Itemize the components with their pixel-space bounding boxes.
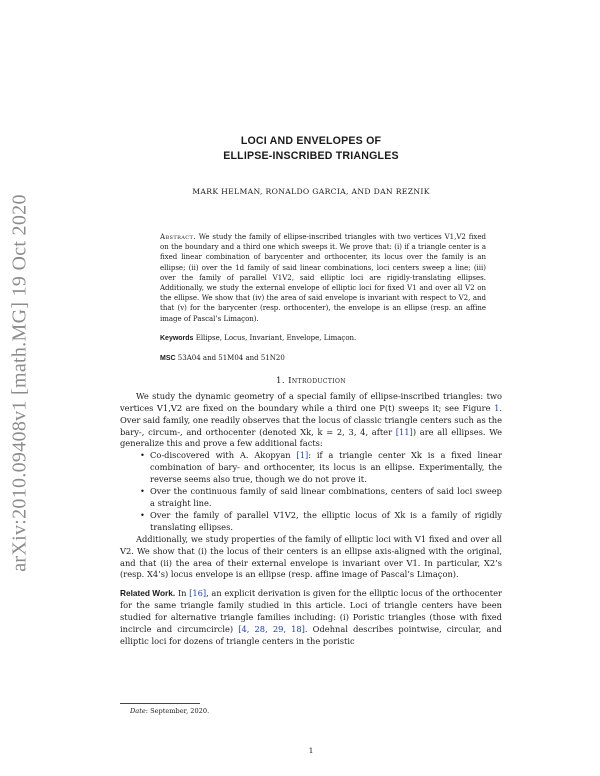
msc: [160, 353, 502, 364]
page-number: 1: [308, 746, 314, 755]
related-text: In: [175, 588, 190, 599]
related-work-label: Related Work.: [120, 588, 176, 599]
paper-page: [120, 134, 502, 648]
list-item: [150, 450, 502, 486]
bullet-text: Co-discovered with A. Akopyan: [150, 450, 297, 461]
keywords-label: Keywords: [160, 334, 194, 342]
list-item: [150, 486, 502, 510]
intro-paragraph-1: [120, 391, 502, 451]
intro-p1-a: We study the dynamic geometry of a special family of ellipse-inscribed triangles: two vertices V1,V2 are fixed on the boundary while a third one P(t) sweeps it; see Figure: [120, 390, 502, 413]
list-item: [150, 510, 502, 534]
abstract-label: Abstract.: [160, 233, 196, 241]
arxiv-stamp: [0, 168, 40, 598]
authors: MARK HELMAN, RONALDO GARCIA, AND DAN REZNIK: [192, 187, 430, 196]
abstract: [160, 232, 486, 324]
title-line-1: LOCI AND ENVELOPES OF: [240, 135, 382, 147]
bullet-text: : if a triangle center Xk is a fixed linear combination of bary- and orthocenter, its locus is an ellipse. Experimentally, the reverse seems also true, though we do not prove it.: [150, 450, 502, 485]
footnote-text: : September, 2020.: [145, 707, 210, 715]
citation-link[interactable]: [4, 28, 29, 18]: [238, 624, 305, 635]
title-line-2: ELLIPSE-INSCRIBED TRIANGLES: [223, 150, 399, 162]
footnote: [120, 707, 502, 715]
citation-link[interactable]: [11]: [395, 426, 413, 437]
citation-link[interactable]: [16]: [189, 588, 207, 599]
abstract-text: We study the family of ellipse-inscribed triangles with two vertices V1,V2 fixed on the boundary and a third one which sweeps it. We prove that: (i) if a triangle center is a fixed linear combination of barycenter and orthocenter, its locus over the family is an ellipse; (ii) over the 1d family of said linear combinations, loci centers sweep a line; (iii) over the family of parallel V1V2, said elliptic loci are rigidly-translating ellipses. Additionally, we study the external envelope of elliptic loci for fixed V1 and over all V2 on the ellipse. We show that (iv) the area of said envelope is invariant with respect to V2, and that (v) for the barycenter (resp. orthocenter), the envelope is an ellipse (resp. an affine image of Pascal’s Limaçon).: [160, 233, 486, 323]
paper-title: [120, 134, 502, 164]
msc-text: 53A04 and 51M04 and 51N20: [177, 353, 285, 362]
facts-list: [120, 450, 502, 533]
arxiv-stamp-text: arXiv:2010.09408v1 [math.MG] 19 Oct 2020: [8, 194, 31, 572]
footnote-label: Date: [130, 707, 146, 715]
bullet-text: Over the continuous family of said linear combinations, centers of said loci sweep a straight line.: [150, 486, 502, 508]
related-work-paragraph: [120, 588, 502, 648]
related-text: , an explicit derivation is given for the elliptic locus of the orthocenter for the same triangle family studied in this article. Loci of triangle centers have been studied for alternative triangle families including: (i) Poristic triangles (those with fixed incircle and circumcircle): [120, 588, 502, 635]
figure-link[interactable]: 1: [494, 402, 500, 413]
related-text: . Odehnal describes pointwise, circular, and elliptic loci for dozens of triangle centers in the poristic: [120, 624, 502, 646]
intro-p1-c: ) are all ellipses. We generalize this and prove a few additional facts:: [120, 426, 503, 449]
footnote-rule: [120, 703, 200, 704]
keywords-text: Ellipse, Locus, Invariant, Envelope, Limaçon.: [195, 333, 357, 342]
intro-paragraph-2: Additionally, we study properties of the family of elliptic loci with V1 fixed and over all V2. We show that (i) the locus of their centers is an ellipse axis-aligned with the original, and that (ii) the area of their external envelope is invariant over V1. In particular, X2’s (resp. X4’s) locus envelope is an ellipse (resp. affine image of Pascal’s Limaçon).: [120, 533, 502, 580]
keywords: [160, 333, 502, 344]
citation-link[interactable]: [1]: [296, 450, 309, 461]
msc-label: MSC: [160, 354, 176, 362]
bullet-text: Over the family of parallel V1V2, the elliptic locus of Xk is a family of rigidly translating ellipses.: [150, 509, 502, 532]
intro-p1-b: . Over said family, one readily observes that the locus of classic triangle centers such as the bary-, circum-, and orthocenter (denoted Xk, k = 2, 3, 4, after: [120, 402, 502, 437]
section-heading: 1. Introduction: [275, 375, 346, 386]
